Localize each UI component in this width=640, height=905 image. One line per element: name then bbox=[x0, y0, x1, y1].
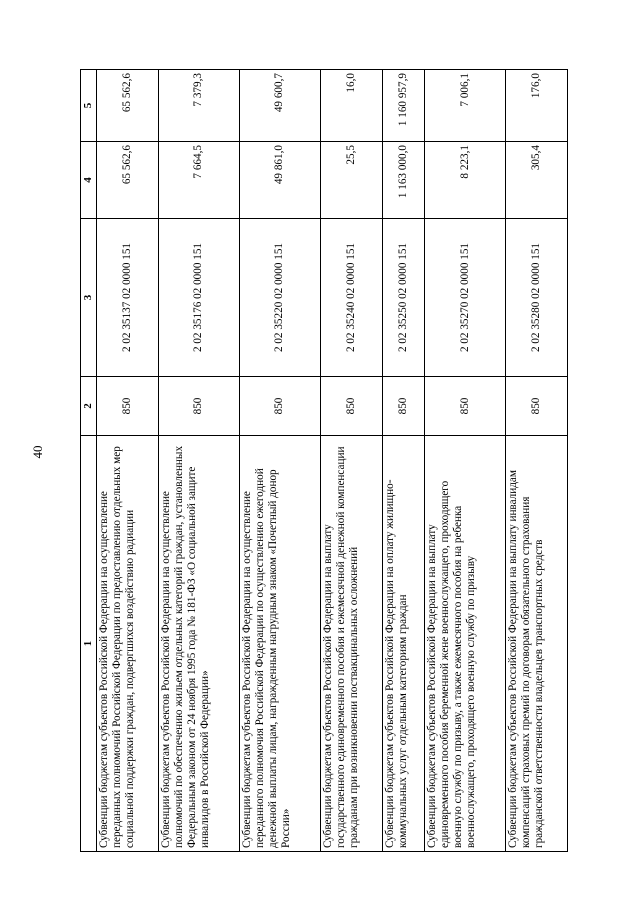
row-income-code: 2 02 35240 02 0000 151 bbox=[320, 219, 382, 377]
row-value-5: 7 379,3 bbox=[158, 70, 239, 142]
row-value-4: 1 163 000,0 bbox=[382, 142, 425, 219]
rotated-page bbox=[80, 70, 568, 852]
row-admin-code: 850 bbox=[425, 377, 506, 436]
header-col-2: 2 bbox=[81, 377, 97, 436]
row-value-4: 305,4 bbox=[506, 142, 568, 219]
row-value-5: 7 006,1 bbox=[425, 70, 506, 142]
budget-table bbox=[80, 69, 568, 852]
table-row bbox=[158, 70, 239, 852]
row-name: Субвенции бюджетам субъектов Российской Федерации на осуществление полномочий по обеспечению жильем отдельных категорий граждан, установленных Федеральным законом от 24 ноября 1995 года № 181-ФЗ «О социальной защите инвалидов в Российской Федерации» bbox=[158, 436, 239, 852]
row-value-4: 49 861,0 bbox=[239, 142, 320, 219]
row-income-code: 2 02 35280 02 0000 151 bbox=[506, 219, 568, 377]
row-admin-code: 850 bbox=[320, 377, 382, 436]
table-wrapper bbox=[80, 70, 568, 852]
row-value-5: 1 160 957,9 bbox=[382, 70, 425, 142]
row-name: Субвенции бюджетам субъектов Российской Федерации на выплату единовременного пособия беременной жене военнослужащего, проходящего военную службу по призыву, а также ежемесячного пособия на ребенка военнослужащего, проходящего военную службу по призыву bbox=[425, 436, 506, 852]
row-value-4: 8 223,1 bbox=[425, 142, 506, 219]
row-income-code: 2 02 35220 02 0000 151 bbox=[239, 219, 320, 377]
row-value-4: 25,5 bbox=[320, 142, 382, 219]
table-row bbox=[97, 70, 159, 852]
header-col-1: 1 bbox=[81, 436, 97, 852]
table-row bbox=[506, 70, 568, 852]
row-income-code: 2 02 35176 02 0000 151 bbox=[158, 219, 239, 377]
row-admin-code: 850 bbox=[382, 377, 425, 436]
table-row bbox=[239, 70, 320, 852]
header-col-4: 4 bbox=[81, 142, 97, 219]
row-income-code: 2 02 35270 02 0000 151 bbox=[425, 219, 506, 377]
row-name: Субвенции бюджетам субъектов Российской Федерации на выплату государственного единовременного пособия и ежемесячной денежной компенсации гражданам при возникновении поствакцинальных осложнений bbox=[320, 436, 382, 852]
row-value-5: 176,0 bbox=[506, 70, 568, 142]
row-admin-code: 850 bbox=[97, 377, 159, 436]
row-value-4: 7 664,5 bbox=[158, 142, 239, 219]
header-row bbox=[81, 70, 97, 852]
row-name: Субвенции бюджетам субъектов Российской Федерации на осуществление переданного полномочия Российской Федерации по осуществлению ежегодной денежной выплаты лицам, награжденным нагрудным знаком «Почетный донор России» bbox=[239, 436, 320, 852]
table-row bbox=[382, 70, 425, 852]
header-col-3: 3 bbox=[81, 219, 97, 377]
row-value-5: 65 562,6 bbox=[97, 70, 159, 142]
row-value-4: 65 562,6 bbox=[97, 142, 159, 219]
row-value-5: 16,0 bbox=[320, 70, 382, 142]
page-number: 40 bbox=[30, 445, 45, 459]
row-name: Субвенции бюджетам субъектов Российской Федерации на оплату жилищно-коммунальных услуг отдельным категориям граждан bbox=[382, 436, 425, 852]
row-income-code: 2 02 35137 02 0000 151 bbox=[97, 219, 159, 377]
table-row bbox=[425, 70, 506, 852]
row-name: Субвенции бюджетам субъектов Российской Федерации на осуществление переданных полномочий Российской Федерации по предоставлению отдельных мер социальной поддержки граждан, подвергшихся воздействию радиации bbox=[97, 436, 159, 852]
row-admin-code: 850 bbox=[506, 377, 568, 436]
header-col-5: 5 bbox=[81, 70, 97, 142]
row-name: Субвенции бюджетам субъектов Российской Федерации на выплату инвалидам компенсаций страховых премий по договорам обязательного страхования гражданской ответственности владельцев транспортных средств bbox=[506, 436, 568, 852]
table-row bbox=[320, 70, 382, 852]
row-value-5: 49 600,7 bbox=[239, 70, 320, 142]
row-admin-code: 850 bbox=[239, 377, 320, 436]
row-income-code: 2 02 35250 02 0000 151 bbox=[382, 219, 425, 377]
row-admin-code: 850 bbox=[158, 377, 239, 436]
